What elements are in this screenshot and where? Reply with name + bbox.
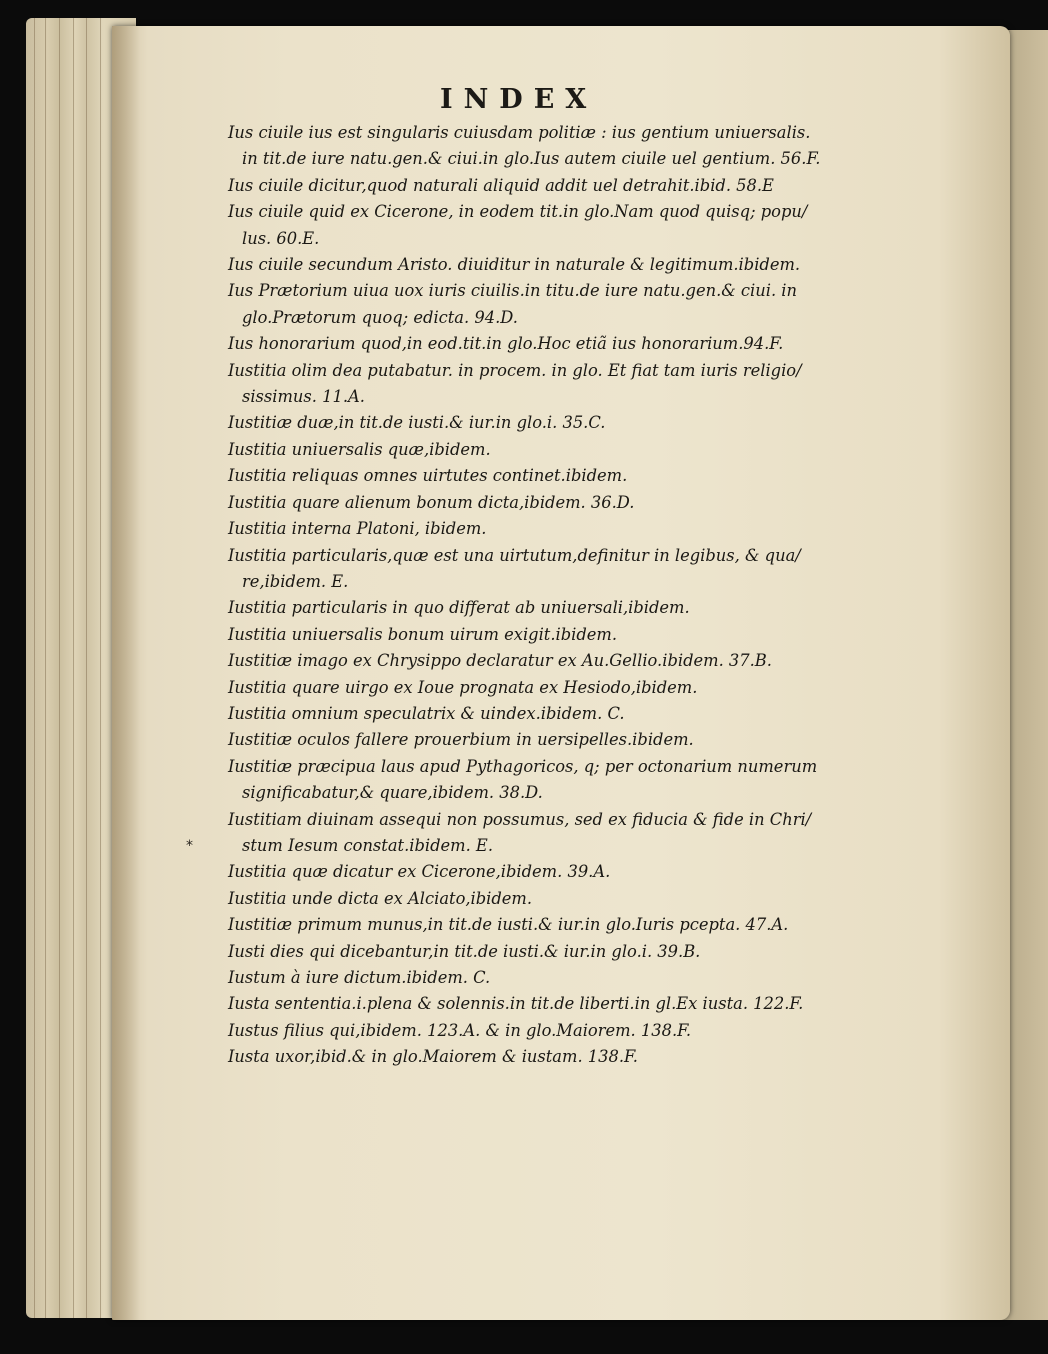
index-entry: Ius ciuile secundum Aristo. diuiditur in naturale & legitimum.ibidem. — [228, 255, 801, 275]
index-entry: Iustitia particularis,quæ est una uirtutum,definitur in legibus, & qua/ re,ibidem. E. — [228, 545, 801, 591]
index-entry: Ius Prætorium uiua uox iuris ciuilis.in titu.de iure natu.gen.& ciui. in glo.Prætorum quoq; edicta. 94.D. — [228, 281, 797, 327]
index-entry: Iustitia uniuersalis bonum uirum exigit.ibidem. — [228, 624, 618, 644]
index-entry: Iustitia quare uirgo ex Ioue prognata ex Hesiodo,ibidem. — [228, 677, 698, 697]
index-entry: Iusti dies qui dicebantur,in tit.de iusti.& iur.in glo.i. 39.B. — [228, 941, 701, 961]
index-entry: Iustitiæ imago ex Chrysippo declaratur ex Au.Gellio.ibidem. 37.B. — [228, 651, 772, 671]
index-entry: Iustitiam diuinam assequi non possumus, sed ex fiducia & fide in Chri/ stum Iesum constat.ibidem. E. — [228, 809, 812, 855]
index-entry: Ius ciuile dicitur,quod naturali aliquid addit uel detrahit.ibid. 58.E — [228, 175, 774, 195]
index-entry: Iustitia particularis in quo differat ab uniuersali,ibidem. — [228, 598, 690, 618]
index-entry: Iustitia interna Platoni, ibidem. — [228, 519, 487, 539]
index-entry: Ius ciuile ius est singularis cuiusdam politiæ : ius gentium uniuersalis. in tit.de iure natu.gen.& ciui.in glo.Ius autem ciuile uel gentium. 56.F. — [228, 123, 821, 169]
index-entry: Iusta uxor,ibid.& in glo.Maiorem & iustam. 138.F. — [228, 1047, 638, 1067]
margin-mark: * — [186, 838, 193, 854]
index-entry: Iustitiæ oculos fallere prouerbium in uersipelles.ibidem. — [228, 730, 694, 750]
index-entry: Ius honorarium quod,in eod.tit.in glo.Hoc etiã ius honorarium.94.F. — [228, 334, 784, 354]
index-entry: Iusta sententia.i.plena & solennis.in tit.de liberti.in gl.Ex iusta. 122.F. — [228, 994, 804, 1014]
index-entry: Iustitiæ duæ,in tit.de iusti.& iur.in glo.i. 35.C. — [228, 413, 606, 433]
index-entry: Iustitia quæ dicatur ex Cicerone,ibidem. 39.A. — [228, 862, 611, 882]
gutter-shadow — [112, 26, 140, 1320]
index-entry: Ius ciuile quid ex Cicerone, in eodem tit.in glo.Nam quod quisq; popu/ lus. 60.E. — [228, 202, 808, 248]
index-entry: Iustitia olim dea putabatur. in procem. in glo. Et fiat tam iuris religio/ sissimus. 11.A. — [228, 360, 802, 407]
index-entry: Iustitia uniuersalis quæ,ibidem. — [228, 439, 491, 459]
index-entries — [228, 120, 828, 1071]
index-entry: Iustitia unde dicta ex Alciato,ibidem. — [228, 888, 533, 908]
index-entry: Iustitiæ præcipua laus apud Pythagoricos, q; per octonarium numerum significabatur,& quare,ibidem. 38.D. — [228, 756, 818, 803]
index-entry: Iustitia omnium speculatrix & uindex.ibidem. C. — [228, 703, 625, 723]
index-entry: Iustitia quare alienum bonum dicta,ibidem. 36.D. — [228, 492, 635, 512]
index-entry: Iustum à iure dictum.ibidem. C. — [228, 968, 491, 987]
index-entry: Iustitiæ primum munus,in tit.de iusti.& iur.in glo.Iuris pcepta. 47.A. — [228, 915, 789, 935]
page-header: INDEX — [440, 84, 598, 115]
index-entry: Iustus filius qui,ibidem. 123.A. & in glo.Maiorem. 138.F. — [228, 1020, 692, 1040]
index-entry: Iustitia reliquas omnes uirtutes continet.ibidem. — [228, 466, 628, 486]
